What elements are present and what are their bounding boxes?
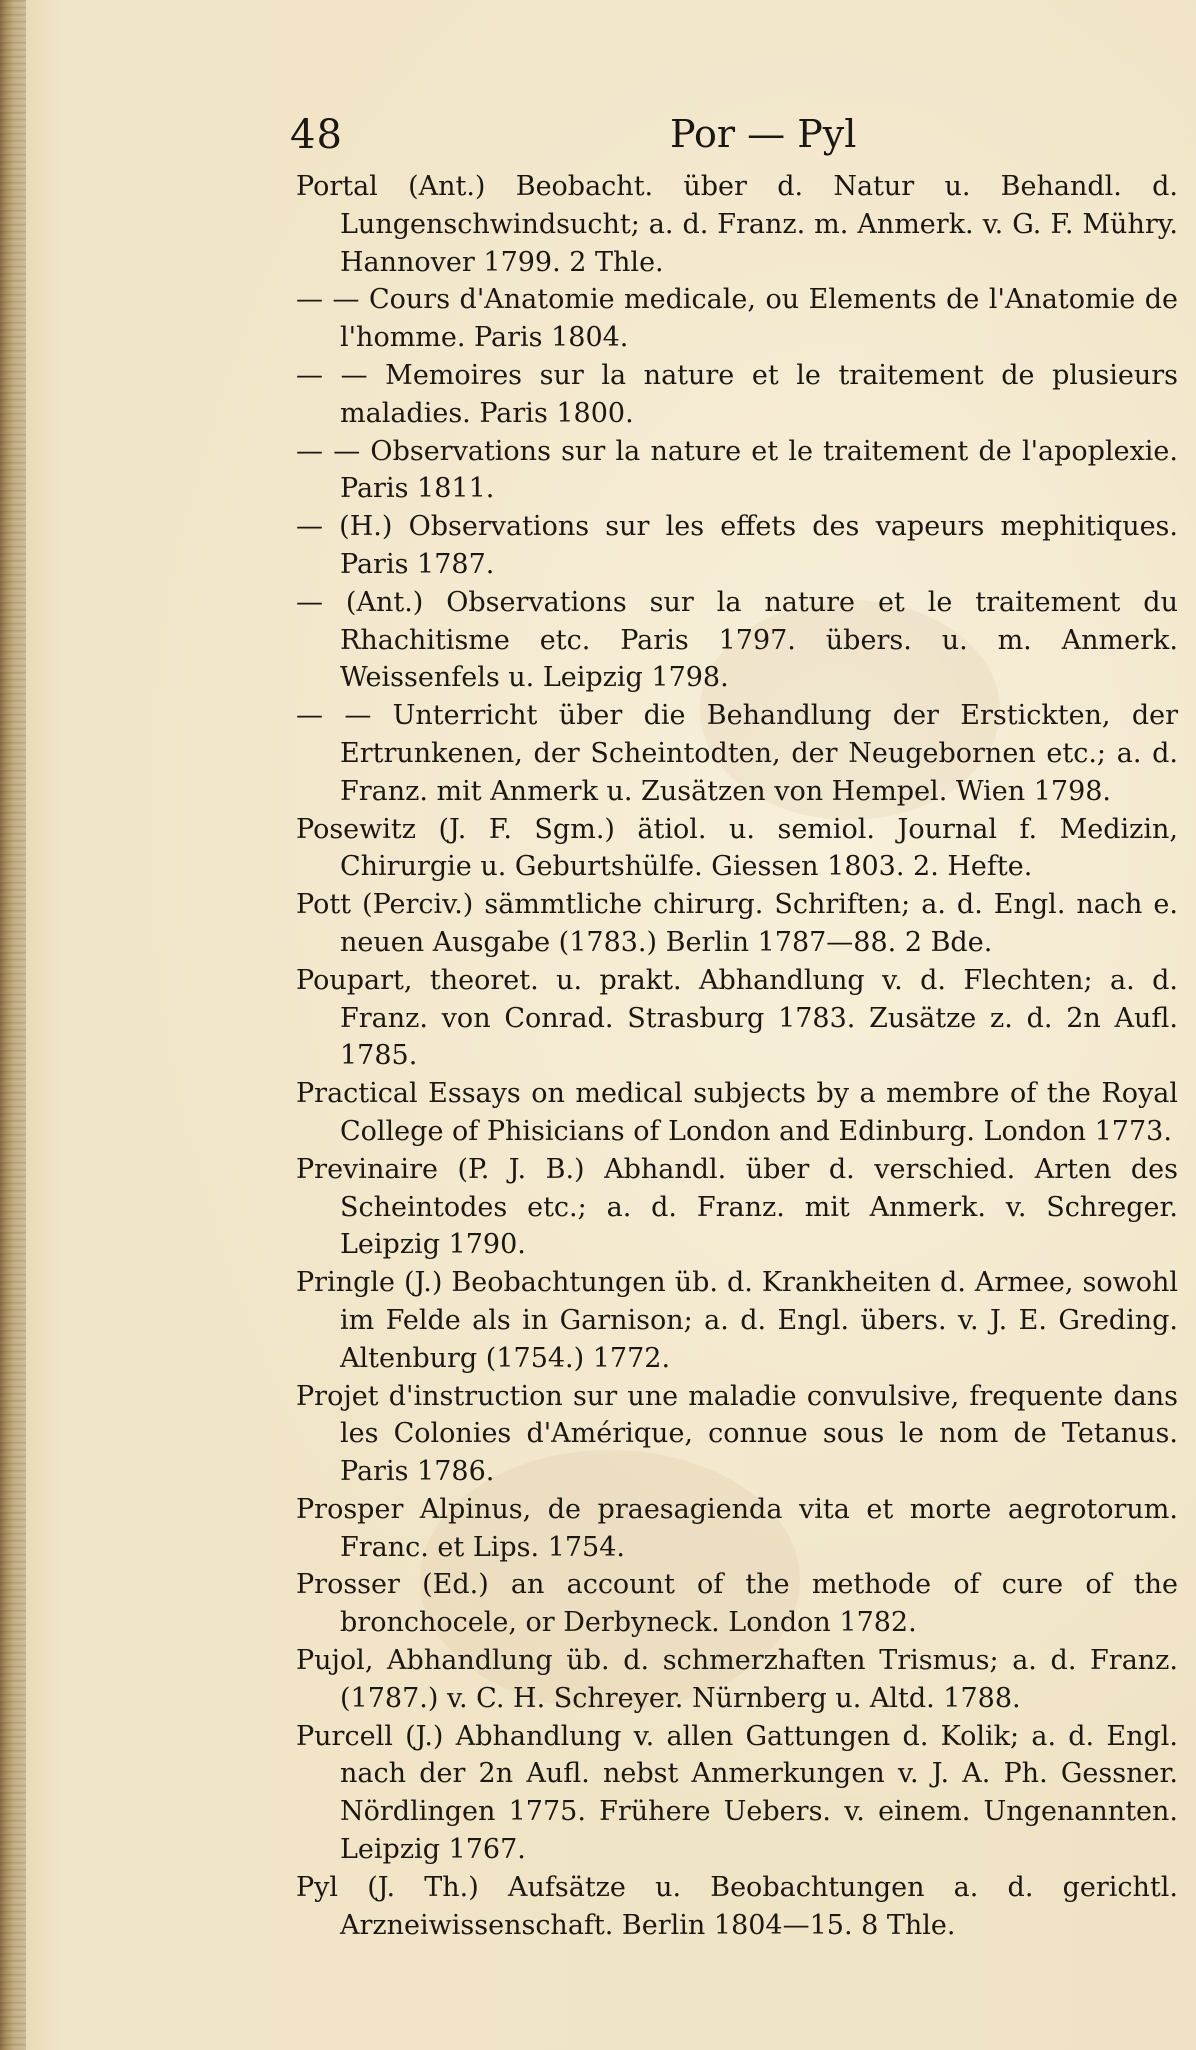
running-head: Por — Pyl (670, 112, 857, 156)
page-gutter (0, 0, 26, 2050)
page-header (290, 112, 1090, 168)
bibliography-entry: Projet d'instruction sur une maladie convulsive, frequente dans les Colonies d'Amérique, connue sous le nom de Tetanus. Paris 1786. (296, 1380, 1178, 1488)
bibliography-entry: — (Ant.) Observations sur la nature et le traitement du Rhachitisme etc. Paris 1797. übers. u. m. Anmerk. Weissenfels u. Leipzig 1798. (296, 586, 1178, 694)
bibliography-entry: Pujol, Abhandlung üb. d. schmerzhaften Trismus; a. d. Franz. (1787.) v. C. H. Schreyer. Nürnberg u. Altd. 1788. (296, 1645, 1178, 1714)
bibliography-entry: — — Unterricht über die Behandlung der Erstickten, der Ertrunkenen, der Scheintodten, der Neugebornen etc.; a. d. Franz. mit Anmerk u. Zusätzen von Hempel. Wien 1798. (296, 700, 1178, 807)
bibliography-entry: Pringle (J.) Beobachtungen üb. d. Krankheiten d. Armee, sowohl im Felde als in Garnison; a. d. Engl. übers. v. J. E. Greding. Altenburg (1754.) 1772. (296, 1267, 1178, 1374)
bibliography-entry: — (H.) Observations sur les effets des vapeurs mephitiques. Paris 1787. (296, 511, 1178, 580)
bibliography-entry: Purcell (J.) Abhandlung v. allen Gattungen d. Kolik; a. d. Engl. nach der 2n Aufl. nebst Anmerkungen v. J. A. Ph. Gessner. Nördlingen 1775. Frühere Uebers. v. einem. Ungenannten. Leipzig 1767. (296, 1720, 1178, 1866)
bibliography-entry: — — Memoires sur la nature et le traitement de plusieurs maladies. Paris 1800. (296, 359, 1178, 429)
bibliography-entry: — — Observations sur la nature et le traitement de l'apoplexie. Paris 1811. (296, 435, 1178, 505)
bibliography-entry: Prosper Alpinus, de praesagienda vita et morte aegrotorum. Franc. et Lips. 1754. (296, 1493, 1178, 1563)
bibliography-entry: Poupart, theoret. u. prakt. Abhandlung v. d. Flechten; a. d. Franz. von Conrad. Strasburg 1783. Zusätze z. d. 2n Aufl. 1785. (296, 964, 1178, 1072)
bibliography-entry: Portal (Ant.) Beobacht. über d. Natur u. Behandl. d. Lungenschwindsucht; a. d. Franz. m. Anmerk. v. G. F. Mühry. Hannover 1799. 2 Thle. (296, 171, 1178, 278)
bibliography-list (296, 168, 1178, 1944)
bibliography-entry: Posewitz (J. F. Sgm.) ätiol. u. semiol. Journal f. Medizin, Chirurgie u. Geburtshülfe. Giessen 1803. 2. Hefte. (296, 813, 1178, 883)
bibliography-entry: Prosser (Ed.) an account of the methode of cure of the bronchocele, or Derbyneck. London 1782. (296, 1569, 1178, 1639)
bibliography-entry: Pott (Perciv.) sämmtliche chirurg. Schriften; a. d. Engl. nach e. neuen Ausgabe (1783.) Berlin 1787—88. 2 Bde. (296, 889, 1178, 958)
page-number: 48 (290, 112, 343, 158)
bibliography-entry: — — Cours d'Anatomie medicale, ou Elements de l'Anatomie de l'homme. Paris 1804. (296, 284, 1178, 354)
bibliography-entry: Previnaire (P. J. B.) Abhandl. über d. verschied. Arten des Scheintodes etc.; a. d. Franz. mit Anmerk. v. Schreger. Leipzig 1790. (296, 1153, 1178, 1261)
bibliography-entry: Pyl (J. Th.) Aufsätze u. Beobachtungen a. d. gerichtl. Arzneiwissenschaft. Berlin 1804—15. 8 Thle. (296, 1871, 1178, 1941)
bibliography-entry: Practical Essays on medical subjects by a membre of the Royal College of Phisicians of London and Edinburg. London 1773. (296, 1078, 1178, 1147)
